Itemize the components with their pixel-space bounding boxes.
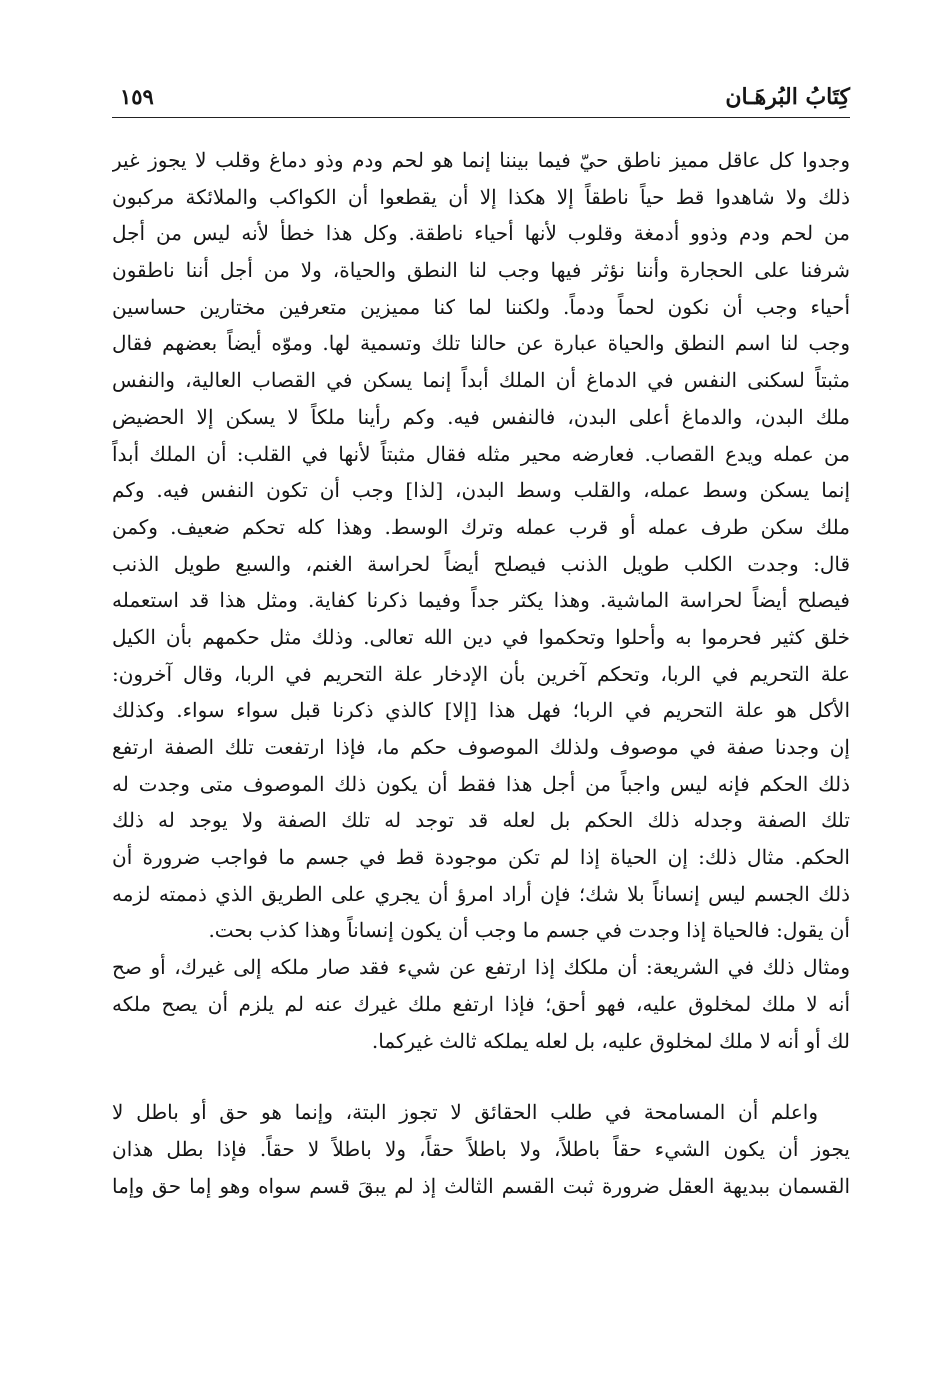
header-rule <box>112 117 850 118</box>
text-line: خلق كثير فحرموا به وأحلوا وتحكموا في دين الله تعالى. وذلك مثل حكمهم بأن الكيل <box>112 624 850 649</box>
text-line: أحياء وجب أن نكون لحماً ودماً. ولكننا لما كنا مميزين متعرفين مختارين حساسين <box>112 294 850 319</box>
text-line: من لحم ودم وذوو أدمغة وقلوب لأنها أحياء ناطقة. وكل هذا خطأ لأنه ليس من أجل <box>112 221 850 246</box>
text-line: أن يقول: فالحياة إذا وجدت في جسم ما وجب أن يكون إنساناً وهذا كذب بحت. <box>208 918 850 943</box>
text-line: شرفنا على الحجارة وأننا نؤثر فيها وجب لنا النطق والحياة، ولا من أجل أننا ناطقون <box>112 258 850 283</box>
text-line: لك أو أنه لا ملك لمخلوق عليه، بل لعله يملكه ثالث غيركما. <box>371 1028 850 1053</box>
paragraph-gap <box>112 1059 850 1094</box>
text-line: ذلك الجسم ليس إنساناً بلا شك؛ فإن أراد امرؤ أن يجري على الطريق الذي ذممته لزمه <box>112 881 850 906</box>
text-line: واعلم أن المسامحة في طلب الحقائق لا تجوز البتة، وإنما هو حق أو باطل لا <box>112 1100 818 1125</box>
text-line: الأكل هو علة التحريم في الربا؛ فهل هذا [إلا] كالذي ذكرنا قبل سواء سواء. وكذلك <box>112 698 850 723</box>
text-line: يجوز أن يكون الشيء حقاً باطلاً، ولا باطلاً حقاً، ولا باطلاً لا حقاً. فإذا بطل هذان <box>112 1136 850 1161</box>
text-line: من عمله ويدع القصاب. فعارضه محير مثله فقال مثبتاً لأنها في القلب: أن الملك أبداً <box>112 441 850 466</box>
text-line: ملك البدن، والدماغ أعلى البدن، فالنفس فيه. وكم رأينا ملكاً لا يسكن إلا الحضيض <box>112 404 850 429</box>
body-text <box>112 142 850 1204</box>
text-line: تلك الصفة وجدله ذلك الحكم بل لعله قد توجد له تلك الصفة ولا يوجد له ذلك <box>112 808 850 833</box>
text-line: ومثال ذلك في الشريعة: أن ملكك إذا ارتفع عن شيء فقد صار ملكه إلى غيرك، أو صح <box>112 955 850 980</box>
text-line: علة التحريم في الربا، وتحكم آخرين بأن الإدخار علة التحريم في الربا، وقال آخرون: <box>112 661 850 686</box>
text-line: مثبتاً لسكنى النفس في الدماغ أن الملك أبداً إنما يسكن في القصاب العالية، والنفس <box>112 368 850 393</box>
text-line: قال: وجدت الكلب طويل الذنب فيصلح أيضاً لحراسة الغنم، والسبع طويل الذنب <box>112 551 850 576</box>
text-line: أنه لا ملك لمخلوق عليه، فهو أحق؛ فإذا ارتفع ملك غيرك عنه لم يلزم أن يصح ملكه <box>112 991 850 1016</box>
text-line: الحكم. مثال ذلك: إن الحياة إذا لم تكن موجودة قط في جسم ما فواجب ضرورة أن <box>112 845 850 870</box>
text-line: القسمان ببديهة العقل ضرورة ثبت القسم الثالث إذ لم يبقَ قسم سواه وهو إما حق وإما <box>112 1173 850 1198</box>
page-header <box>112 82 850 116</box>
text-line: ذلك ولا شاهدوا قط حياً ناطقاً إلا هكذا إلا أن يقطعوا أن الكواكب والملائكة مركبون <box>112 184 850 209</box>
paragraph-1 <box>112 142 850 1059</box>
text-line: ذلك الحكم فإنه ليس واجباً من أجل هذا فقط أن يكون ذلك الموصوف متى وجدت له <box>112 771 850 796</box>
text-line: وجب لنا اسم النطق والحياة عبارة عن حالنا تلك وتسمية لها. وموّه أيضاً بعضهم فقال <box>112 331 850 356</box>
running-title: كِتَابُ البُرهَـان <box>725 84 850 110</box>
text-line: ملك سكن طرف عمله أو قرب عمله وترك الوسط. وهذا كله تحكم ضعيف. وكمن <box>112 514 850 539</box>
text-line: إنما يسكن وسط عمله، والقلب وسط البدن، [لذا] وجب أن تكون النفس فيه. وكم <box>112 478 850 503</box>
page-number: ١٥٩ <box>120 84 154 109</box>
text-line: فيصلح أيضاً لحراسة الماشية. وهذا يكثر جداً وفيما ذكرنا كفاية. ومثل هذا قد استعمله <box>112 588 850 613</box>
text-line: وجدوا كل عاقل مميز ناطق حيّ فيما بيننا إنما هو لحم ودم وذو دماغ وقلب لا يجوز غير <box>112 148 850 172</box>
text-line: إن وجدنا صفة في موصوف ولذلك الموصوف حكم ما، فإذا ارتفعت تلك الصفة ارتفع <box>112 735 850 759</box>
paragraph-2 <box>112 1094 850 1204</box>
